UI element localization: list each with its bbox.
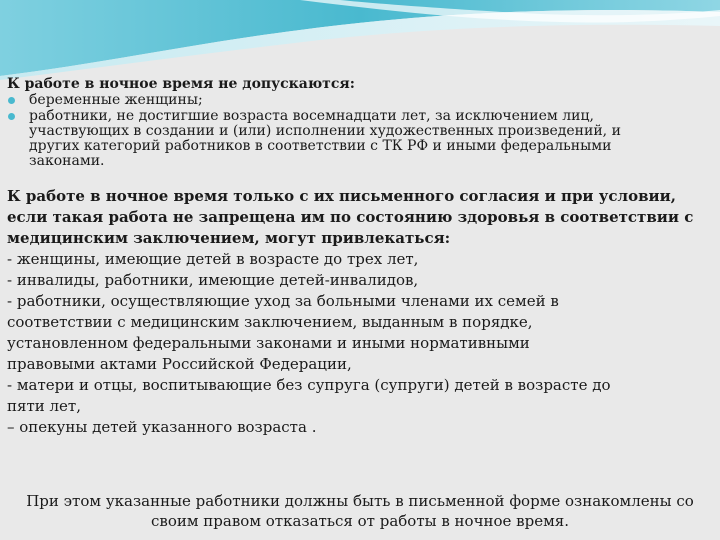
text-line: соответствии с медицинским заключением, выданным в порядке, xyxy=(7,313,533,331)
footer-line: своим правом отказаться от работы в ночное время. xyxy=(151,512,569,530)
text-line: пяти лет, xyxy=(7,397,81,415)
list-item-text: других категорий работников в соответствии с ТК РФ и иными федеральными xyxy=(29,138,612,154)
list-item-text: участвующих в создании и (или) исполнении художественных произведений, и xyxy=(29,123,621,139)
list-item xyxy=(7,93,713,108)
decorative-wave-header xyxy=(0,0,720,80)
heading-line: медицинским заключением, могут привлекаться: xyxy=(7,229,451,247)
heading-line: К работе в ночное время только с их письменного согласия и при условии, xyxy=(7,187,676,205)
section-1-list xyxy=(7,93,713,169)
text-line: установленном федеральными законами и иными нормативными xyxy=(7,334,530,352)
section-2-heading xyxy=(7,186,713,249)
section-2-text xyxy=(7,249,713,438)
list-item xyxy=(7,109,713,169)
footer-note xyxy=(7,491,713,531)
section-1-heading: К работе в ночное время не допускаются: xyxy=(7,76,355,92)
text-line: - женщины, имеющие детей в возрасте до трех лет, xyxy=(7,250,419,268)
document-body xyxy=(7,76,713,438)
heading-line: если такая работа не запрещена им по состоянию здоровья в соответствии с xyxy=(7,208,694,226)
text-line: – опекуны детей указанного возраста . xyxy=(7,418,317,436)
bullet-dot-icon xyxy=(8,97,15,104)
list-item-text: беременные женщины; xyxy=(29,92,203,108)
text-line: - матери и отцы, воспитывающие без супруга (супруги) детей в возрасте до xyxy=(7,376,611,394)
list-item-text: работники, не достигшие возраста восемнадцати лет, за исключением лиц, xyxy=(29,108,594,124)
text-line: - работники, осуществляющие уход за больными членами их семей в xyxy=(7,292,559,310)
bullet-dot-icon xyxy=(8,113,15,120)
section-2 xyxy=(7,186,713,438)
footer-line: При этом указанные работники должны быть в письменной форме ознакомлены со xyxy=(26,492,694,510)
list-item-text: законами. xyxy=(29,153,105,169)
text-line: правовыми актами Российской Федерации, xyxy=(7,355,352,373)
text-line: - инвалиды, работники, имеющие детей-инвалидов, xyxy=(7,271,419,289)
